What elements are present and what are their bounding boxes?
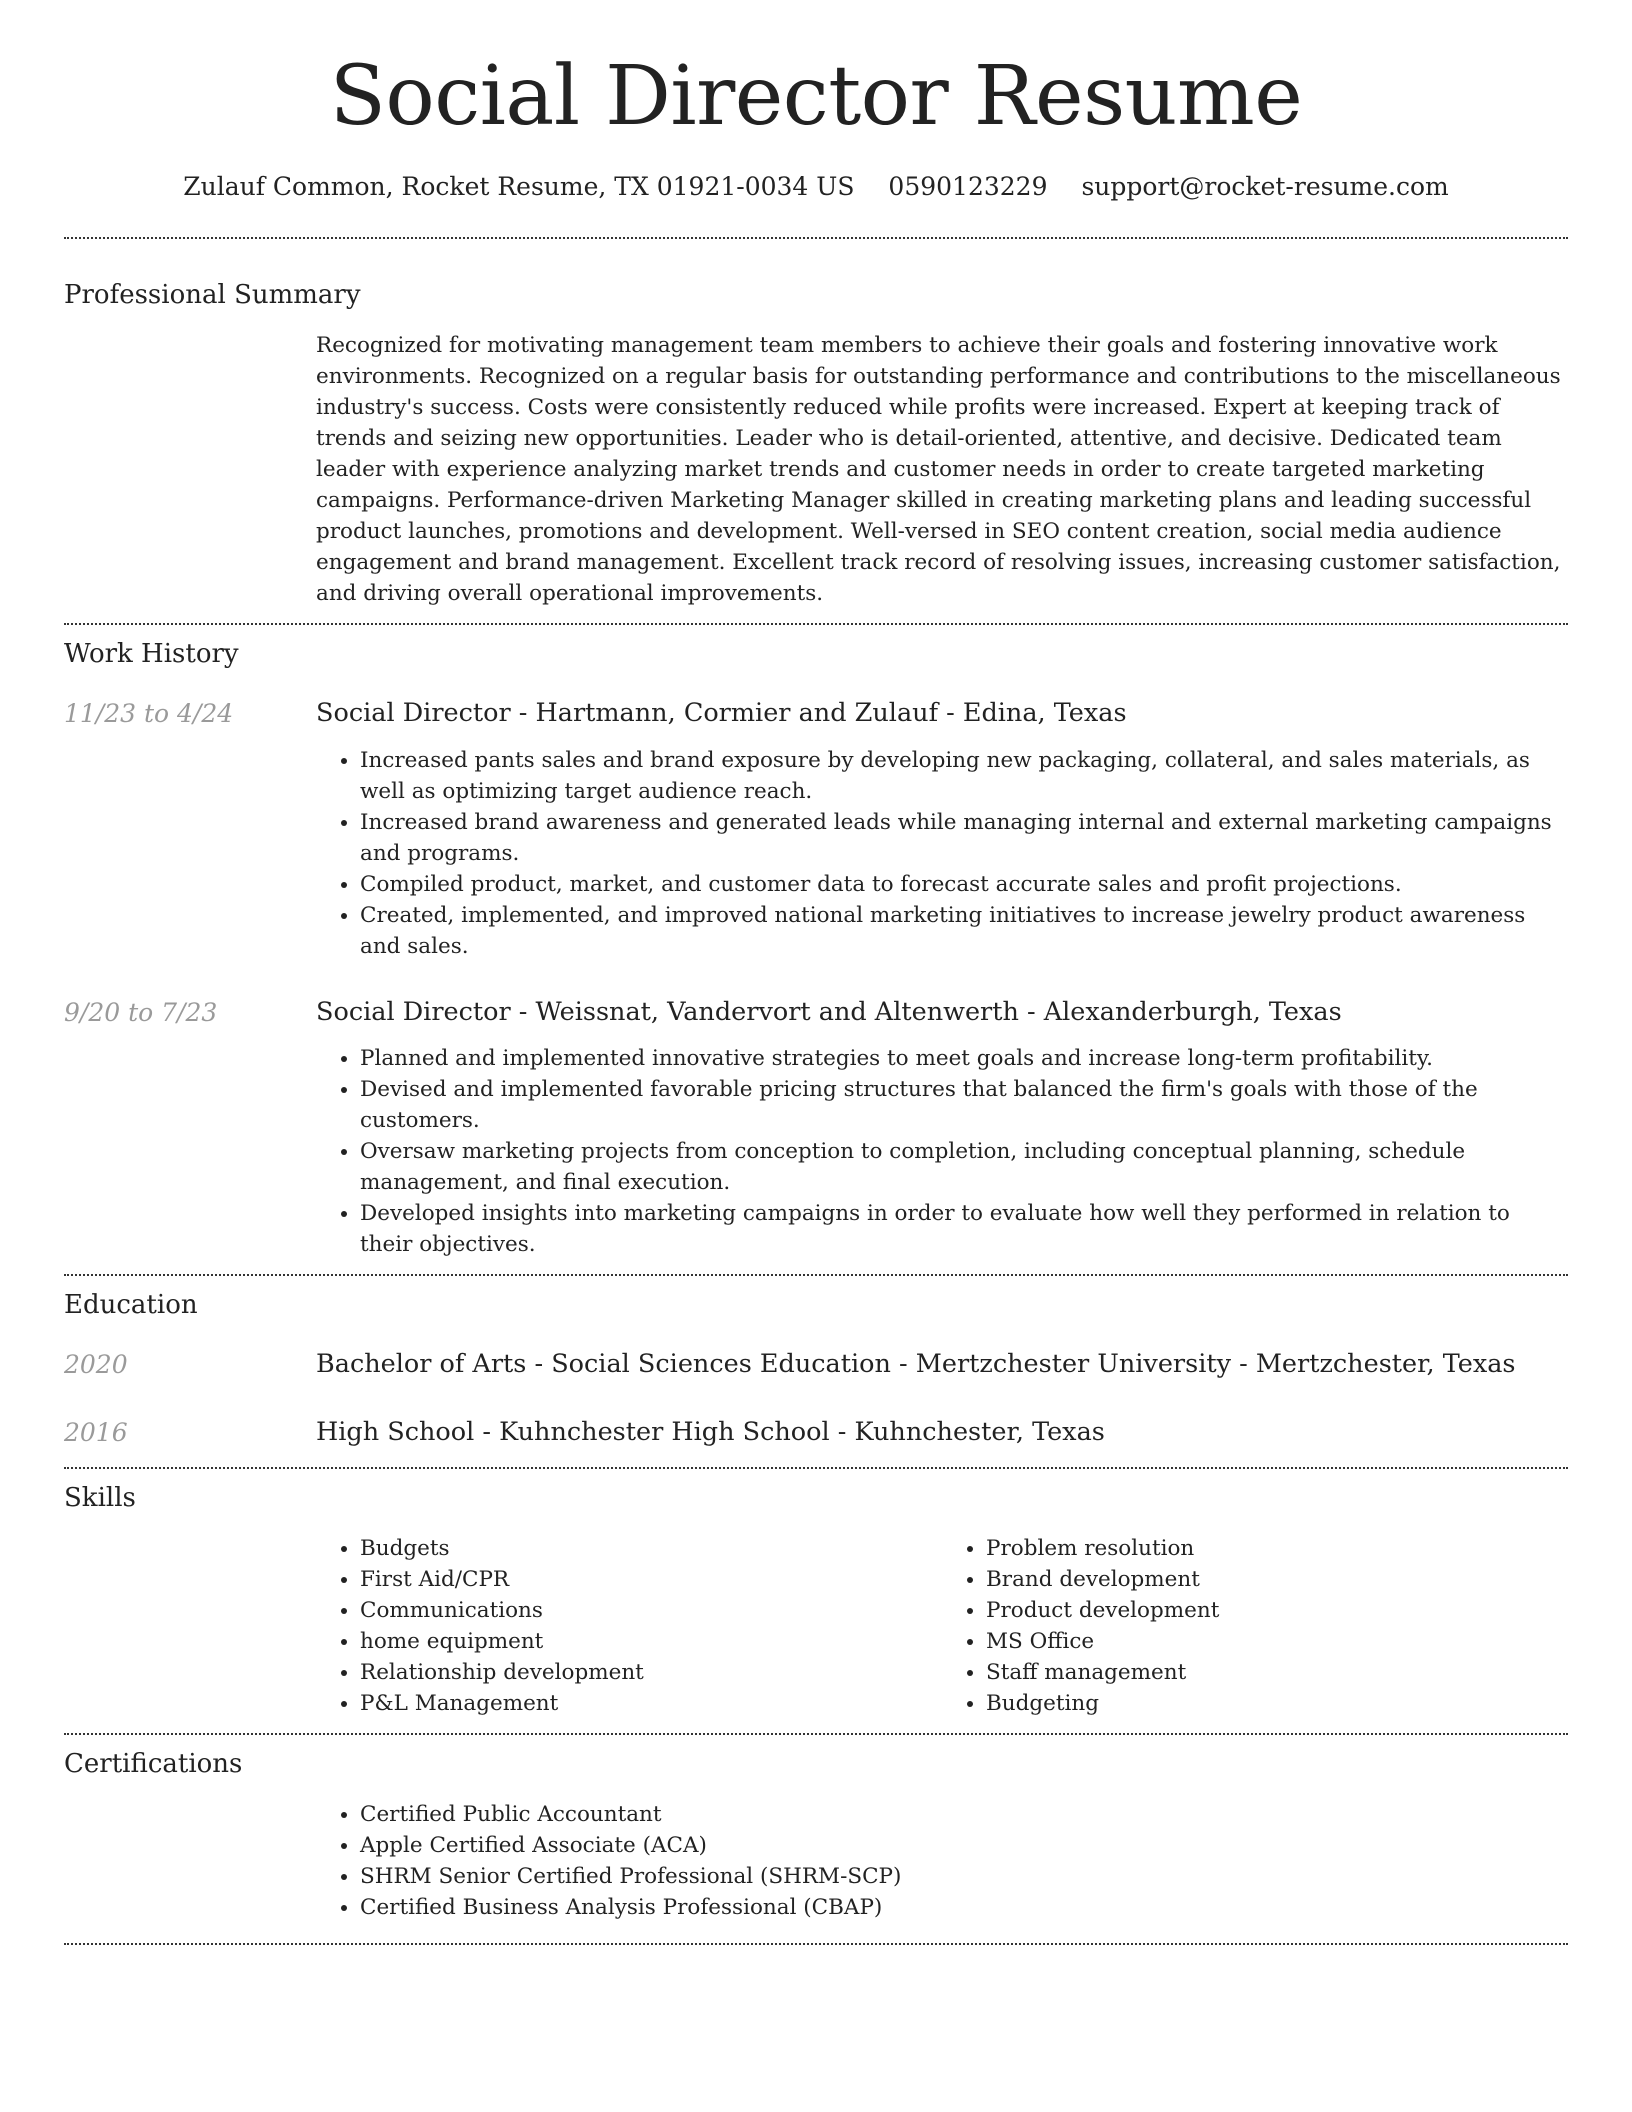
job-bullets xyxy=(316,745,1568,962)
skill-item: • Problem resolution xyxy=(986,1533,1568,1564)
skill-item: • Product development xyxy=(986,1595,1568,1626)
job-dates-col xyxy=(64,997,316,1261)
certifications-row xyxy=(64,1799,1568,1923)
education-body xyxy=(316,1349,1568,1379)
section-heading: Certifications xyxy=(64,1749,243,1779)
skills-row xyxy=(64,1533,1568,1719)
divider xyxy=(64,1274,1568,1276)
education-title: Bachelor of Arts - Social Sciences Education - Mertzchester University - Mertzchester, Texas xyxy=(316,1349,1516,1379)
skills-spacer xyxy=(64,1533,316,1719)
job-body xyxy=(316,698,1568,962)
contact-address: Zulauf Common, Rocket Resume, TX 01921-0034 US xyxy=(183,172,855,201)
section-heading: Professional Summary xyxy=(64,280,361,310)
education-year-col xyxy=(64,1352,316,1378)
divider xyxy=(64,623,1568,625)
skill-item: • Staff management xyxy=(986,1657,1568,1688)
skill-item: • Relationship development xyxy=(360,1657,942,1688)
section-heading: Education xyxy=(64,1290,198,1320)
divider xyxy=(64,237,1568,239)
job-dates-col xyxy=(64,701,316,962)
skills-list-left xyxy=(316,1533,942,1719)
job-bullet: • Developed insights into marketing campaigns in order to evaluate how well they performed in relation to their objectives. xyxy=(360,1198,1568,1260)
job-bullet: • Devised and implemented favorable pricing structures that balanced the firm's goals with those of the customers. xyxy=(360,1074,1568,1136)
section-skills xyxy=(64,1485,1568,1719)
summary-body xyxy=(316,330,1568,609)
summary-row xyxy=(64,330,1568,609)
summary-spacer xyxy=(64,330,316,609)
certifications-body xyxy=(316,1799,1568,1923)
skill-item: • First Aid/CPR xyxy=(360,1564,942,1595)
divider xyxy=(64,1733,1568,1735)
section-heading: Work History xyxy=(64,639,239,669)
skill-item: • Budgeting xyxy=(986,1688,1568,1719)
certifications-spacer xyxy=(64,1799,316,1923)
section-work-history xyxy=(64,641,1568,1260)
job-bullet: • Created, implemented, and improved national marketing initiatives to increase jewelry product awareness and sales. xyxy=(360,900,1568,962)
contact-line xyxy=(64,174,1568,199)
skill-item: • MS Office xyxy=(986,1626,1568,1657)
skills-columns xyxy=(316,1533,1568,1719)
education-year-col xyxy=(64,1417,316,1447)
job-bullet: • Increased pants sales and brand exposure by developing new packaging, collateral, and sales materials, as well as optimizing target audience reach. xyxy=(360,745,1568,807)
job-title: Social Director - Hartmann, Cormier and Zulauf - Edina, Texas xyxy=(316,698,1127,728)
skill-item: • Brand development xyxy=(986,1564,1568,1595)
job-bullets xyxy=(316,1043,1568,1260)
education-title: High School - Kuhnchester High School - Kuhnchester, Texas xyxy=(316,1416,1105,1447)
section-certifications xyxy=(64,1751,1568,1923)
job-dates: 11/23 to 4/24 xyxy=(64,699,234,728)
job-dates: 9/20 to 7/23 xyxy=(64,997,218,1027)
skill-item: • P&L Management xyxy=(360,1688,942,1719)
skills-list-right xyxy=(942,1533,1568,1719)
section-education xyxy=(64,1292,1568,1445)
certification-item: • Certified Public Accountant xyxy=(360,1799,1568,1830)
job-entry xyxy=(64,996,1568,1261)
certifications-list xyxy=(316,1799,1568,1923)
education-year: 2016 xyxy=(64,1417,128,1447)
divider xyxy=(64,1467,1568,1469)
job-bullet: • Planned and implemented innovative strategies to meet goals and increase long-term profitability. xyxy=(360,1043,1568,1074)
certification-item: • SHRM Senior Certified Professional (SHRM-SCP) xyxy=(360,1861,1568,1892)
education-entry xyxy=(64,1416,1568,1447)
contact-phone: 0590123229 xyxy=(888,172,1048,201)
skill-item: • Communications xyxy=(360,1595,942,1626)
resume-title: Social Director Resume xyxy=(329,49,1303,144)
job-bullet: • Increased brand awareness and generated leads while managing internal and external marketing campaigns and programs. xyxy=(360,807,1568,869)
education-body xyxy=(316,1416,1568,1447)
education-year: 2020 xyxy=(64,1350,128,1379)
certification-item: • Certified Business Analysis Professional (CBAP) xyxy=(360,1892,1568,1923)
summary-text: Recognized for motivating management team members to achieve their goals and fostering innovative work environments. Recognized on a regular basis for outstanding performance and contributions to the miscellaneous industry's success. Costs were consistently reduced while profits were increased. Expert at keeping track of trends and seizing new opportunities. Leader who is detail-oriented, attentive, and decisive. Dedicated team leader with experience analyzing market trends and customer needs in order to create targeted marketing campaigns. Performance-driven Marketing Manager skilled in creating marketing plans and leading successful product launches, promotions and development. Well-versed in SEO content creation, social media audience engagement and brand management. Excellent track record of resolving issues, increasing customer satisfaction, and driving overall operational improvements. xyxy=(316,333,1561,606)
section-heading: Skills xyxy=(64,1483,136,1513)
certification-item: • Apple Certified Associate (ACA) xyxy=(360,1830,1568,1861)
contact-email: support@rocket-resume.com xyxy=(1081,172,1449,201)
education-entry xyxy=(64,1349,1568,1379)
divider xyxy=(64,1943,1568,1945)
job-body xyxy=(316,996,1568,1261)
job-bullet: • Oversaw marketing projects from conception to completion, including conceptual planning, schedule management, and final execution. xyxy=(360,1136,1568,1198)
job-bullet: • Compiled product, market, and customer data to forecast accurate sales and profit projections. xyxy=(360,869,1568,900)
job-entry xyxy=(64,698,1568,962)
section-professional-summary xyxy=(64,282,1568,609)
job-title: Social Director - Weissnat, Vandervort and Altenwerth - Alexanderburgh, Texas xyxy=(316,996,1342,1027)
skill-item: • home equipment xyxy=(360,1626,942,1657)
skill-item: • Budgets xyxy=(360,1533,942,1564)
